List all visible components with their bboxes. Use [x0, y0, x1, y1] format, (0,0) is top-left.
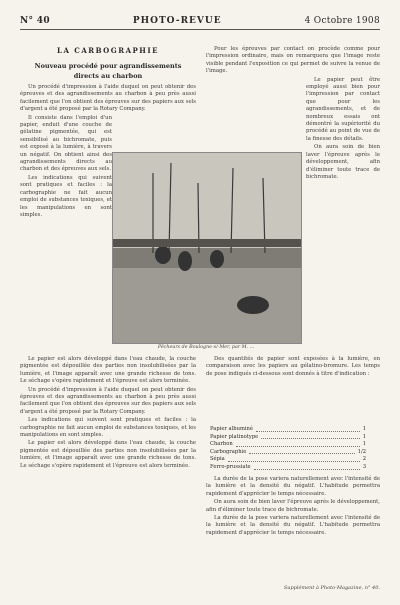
table-row — [210, 426, 366, 434]
paragraph: On aura soin de bien laver l'épreuve après le développement, afin d'éliminer toute trace de bichromate. — [206, 499, 380, 513]
table-row — [210, 434, 366, 442]
table-row — [210, 456, 366, 464]
paragraph: La durée de la pose variera naturellement avec l'intensité de la lumière et la densité du négatif. L'habitude permettra rapidement d'apprécier le temps nécessaire. — [206, 476, 380, 497]
wrap-block — [20, 115, 112, 220]
table-row — [210, 441, 366, 449]
paragraph: Un procédé d'impression à l'aide duquel on peut obtenir des épreuves et des agrandissements au charbon à peu près aussi facilement que l'on obtient des épreuves sur des papiers aux sels d'argent a été proposé par la Rotary Company. — [20, 84, 196, 113]
journal-title: PHOTO-REVUE — [132, 16, 222, 26]
page-footer: Supplément à Photo-Magazine, n° 40. — [283, 585, 380, 591]
figure-caption: Pêcheurs de Boulogne-s/-Mer, par M. ... — [157, 345, 255, 350]
paragraph: Le papier est alors développé dans l'eau chaude, la couche pigmentée est dépouillée des parties non insolubilisées par la lumière, et l'image apparaît avec une grande richesse de tons. Le séchage s'opère rapidement et l'épreuve est alors terminée. — [20, 440, 196, 469]
paragraph: Il consiste dans l'emploi d'un papier, enduit d'une couche de gélatine pigmentée, qui est sensibilisé au bichromate, puis est exposé à la lumière, à travers un négatif. On obtient ainsi des agrandissements directs au charbon et des épreuves aux sels. — [20, 114, 112, 173]
row-label: Papier albuminé — [210, 426, 253, 432]
row-value: 1/2 — [357, 448, 366, 455]
paragraph: Des quantités de papier sont exposées à la lumière, en comparaison avec les papiers au gélatino-bromure. Les temps de pose indiqués ci-dessous sont donnés à titre d'indication : — [206, 356, 380, 377]
row-label: Carbographie — [210, 448, 247, 455]
row-label: Papier platinotype — [210, 433, 259, 440]
wrap-block — [306, 77, 380, 182]
paragraph: On aura soin de bien laver l'épreuve après le développement, afin d'éliminer toute trace de bichromate. — [306, 144, 380, 180]
row-value: 2 — [362, 456, 366, 463]
row-value: 1 — [362, 426, 366, 432]
table-row — [210, 449, 366, 457]
row-value: 3 — [362, 463, 366, 470]
left-column-lower — [20, 356, 196, 471]
paragraph: Le papier est alors développé dans l'eau chaude, la couche pigmentée est dépouillée des parties non insolubilisées par la lumière, et l'image apparaît avec une grande richesse de tons. Le séchage s'opère rapidement et l'épreuve est alors terminée. — [20, 356, 196, 385]
paragraph: Le papier peut être employé aussi bien pour l'impression par contact que pour les agrandissements, et de nombreux essais ont démontré la supériorité du procédé au point de vue de la finesse des détails. — [306, 76, 380, 142]
paragraph: Un procédé d'impression à l'aide duquel on peut obtenir des épreuves et des agrandissements au charbon à peu près aussi facilement que l'on obtient des épreuves sur des papiers aux sels d'argent a été proposé par la Rotary Company. — [20, 386, 196, 415]
exposure-table — [210, 426, 366, 472]
row-label: Sépia — [210, 456, 225, 463]
paragraph: La durée de la pose variera naturellement avec l'intensité de la lumière et la densité du négatif. L'habitude permettra rapidement d'apprécier le temps nécessaire. — [206, 515, 380, 536]
paragraph: Les indications qui suivent sont pratiques et faciles : la carbographie ne fait aucun emploi de substances toxiques, et les manipulations en sont simples. — [20, 417, 196, 439]
table-row — [210, 464, 366, 472]
row-label: Ferro-prussiate — [210, 463, 251, 470]
harbor-photo — [113, 153, 301, 343]
issue-number: N° 40 — [20, 16, 50, 26]
paragraph: Pour les épreuves par contact on procède comme pour l'impression ordinaire, mais on remarquera que l'image reste visible pendant l'exposition ce qui permet de suivre la venue de l'image. — [206, 46, 380, 75]
article-title: LA CARBOGRAPHIE — [57, 46, 159, 55]
article-subtitle: Nouveau procédé pour agrandissements — [34, 62, 182, 70]
header-rule — [20, 29, 380, 30]
row-value: 1 — [362, 433, 366, 440]
photograph — [112, 152, 302, 344]
row-value: 1 — [362, 441, 366, 448]
right-column-lower — [206, 356, 380, 379]
article-subtitle-2: directs au charbon — [73, 72, 143, 80]
issue-date: 4 Octobre 1908 — [304, 16, 380, 26]
right-column-bottom — [206, 476, 380, 538]
paragraph: Les indications qui suivent sont pratiques et faciles : la carbographie ne fait aucun emploi de substances toxiques, et les manipulations en sont simples. — [20, 174, 112, 218]
row-label: Charbon — [210, 441, 233, 448]
page-header — [20, 12, 380, 26]
